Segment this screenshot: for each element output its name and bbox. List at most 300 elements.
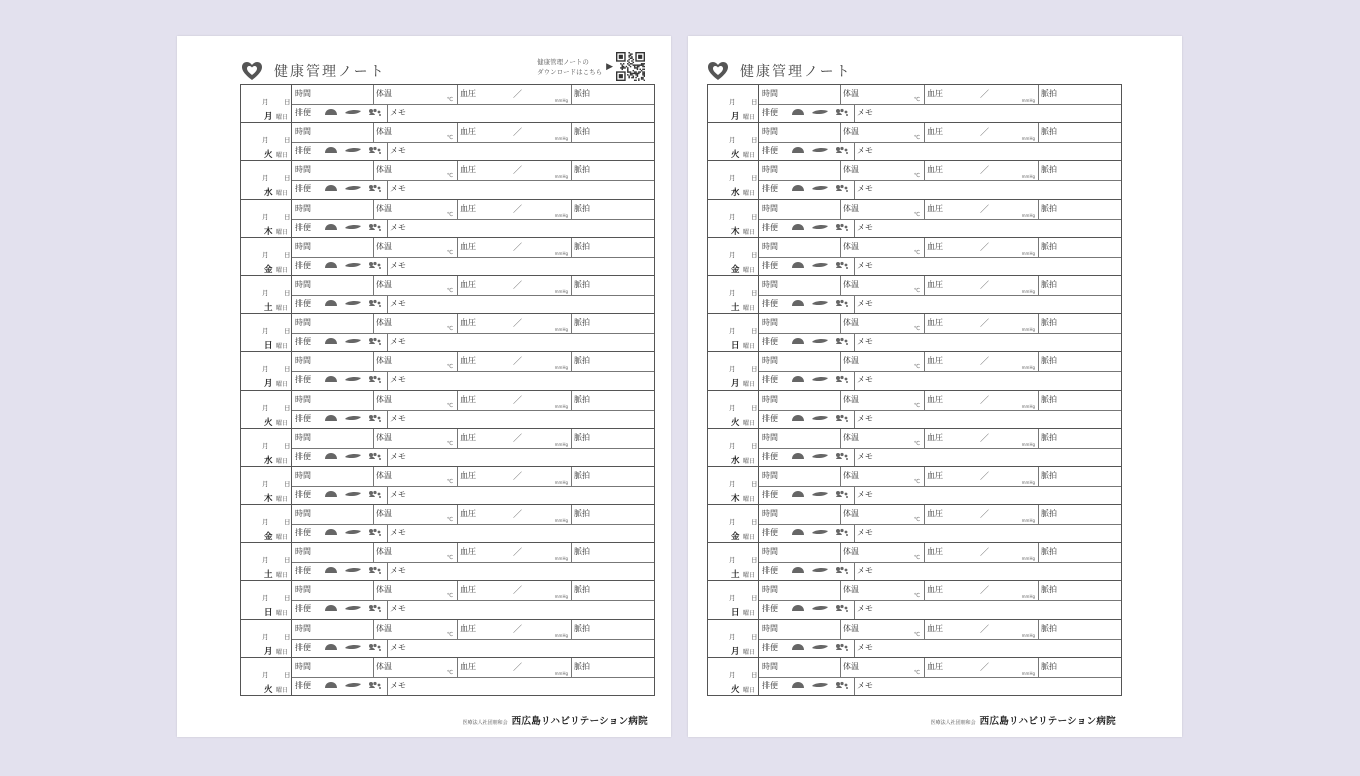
stool-soft-icon[interactable] <box>835 337 849 345</box>
time-field[interactable] <box>292 429 373 448</box>
memo-field[interactable] <box>387 180 654 198</box>
stool-soft-icon[interactable] <box>835 299 849 307</box>
stool-soft-icon[interactable] <box>835 414 849 422</box>
stool-soft-icon[interactable] <box>368 452 382 460</box>
pulse-field[interactable] <box>1038 161 1121 180</box>
blood-pressure-field[interactable] <box>924 429 1038 448</box>
stool-field[interactable] <box>292 600 387 618</box>
pulse-field[interactable] <box>571 200 654 219</box>
time-field[interactable] <box>759 85 840 104</box>
memo-field[interactable] <box>387 295 654 313</box>
time-field[interactable] <box>292 467 373 486</box>
temperature-field[interactable] <box>373 429 457 448</box>
time-field[interactable] <box>759 314 840 333</box>
blood-pressure-field[interactable] <box>457 391 571 410</box>
stool-soft-icon[interactable] <box>368 261 382 269</box>
stool-soft-icon[interactable] <box>368 604 382 612</box>
date-cell[interactable] <box>241 429 292 466</box>
pulse-field[interactable] <box>1038 314 1121 333</box>
stool-field[interactable] <box>759 677 854 695</box>
temperature-field[interactable] <box>373 238 457 257</box>
stool-normal-icon[interactable] <box>811 604 829 612</box>
pulse-field[interactable] <box>571 238 654 257</box>
stool-field[interactable] <box>759 180 854 198</box>
stool-soft-icon[interactable] <box>835 146 849 154</box>
stool-normal-icon[interactable] <box>811 146 829 154</box>
memo-field[interactable] <box>854 486 1121 504</box>
stool-soft-icon[interactable] <box>835 375 849 383</box>
date-cell[interactable] <box>241 314 292 351</box>
time-field[interactable] <box>292 123 373 142</box>
stool-hard-icon[interactable] <box>324 452 338 460</box>
memo-field[interactable] <box>854 410 1121 428</box>
date-cell[interactable] <box>241 658 292 695</box>
blood-pressure-field[interactable] <box>924 391 1038 410</box>
temperature-field[interactable] <box>840 200 924 219</box>
pulse-field[interactable] <box>1038 543 1121 562</box>
date-cell[interactable] <box>241 543 292 580</box>
stool-hard-icon[interactable] <box>791 681 805 689</box>
temperature-field[interactable] <box>373 391 457 410</box>
stool-hard-icon[interactable] <box>791 337 805 345</box>
stool-field[interactable] <box>292 562 387 580</box>
memo-field[interactable] <box>387 410 654 428</box>
date-cell[interactable] <box>241 200 292 237</box>
pulse-field[interactable] <box>571 505 654 524</box>
date-cell[interactable] <box>708 276 759 313</box>
blood-pressure-field[interactable] <box>457 238 571 257</box>
time-field[interactable] <box>292 161 373 180</box>
time-field[interactable] <box>292 581 373 600</box>
stool-normal-icon[interactable] <box>811 337 829 345</box>
time-field[interactable] <box>759 238 840 257</box>
stool-hard-icon[interactable] <box>791 528 805 536</box>
memo-field[interactable] <box>387 600 654 618</box>
memo-field[interactable] <box>854 562 1121 580</box>
memo-field[interactable] <box>387 219 654 237</box>
temperature-field[interactable] <box>840 581 924 600</box>
blood-pressure-field[interactable] <box>457 543 571 562</box>
time-field[interactable] <box>292 238 373 257</box>
stool-soft-icon[interactable] <box>835 681 849 689</box>
time-field[interactable] <box>292 620 373 639</box>
memo-field[interactable] <box>854 142 1121 160</box>
blood-pressure-field[interactable] <box>457 314 571 333</box>
memo-field[interactable] <box>854 219 1121 237</box>
stool-soft-icon[interactable] <box>835 643 849 651</box>
stool-normal-icon[interactable] <box>344 261 362 269</box>
temperature-field[interactable] <box>373 85 457 104</box>
temperature-field[interactable] <box>373 276 457 295</box>
temperature-field[interactable] <box>840 658 924 677</box>
stool-field[interactable] <box>759 333 854 351</box>
pulse-field[interactable] <box>571 352 654 371</box>
time-field[interactable] <box>292 391 373 410</box>
stool-field[interactable] <box>292 677 387 695</box>
memo-field[interactable] <box>387 677 654 695</box>
stool-hard-icon[interactable] <box>791 184 805 192</box>
pulse-field[interactable] <box>1038 505 1121 524</box>
stool-hard-icon[interactable] <box>791 375 805 383</box>
pulse-field[interactable] <box>1038 581 1121 600</box>
memo-field[interactable] <box>387 333 654 351</box>
memo-field[interactable] <box>854 333 1121 351</box>
blood-pressure-field[interactable] <box>457 276 571 295</box>
blood-pressure-field[interactable] <box>924 200 1038 219</box>
temperature-field[interactable] <box>840 123 924 142</box>
temperature-field[interactable] <box>840 352 924 371</box>
stool-field[interactable] <box>759 371 854 389</box>
stool-normal-icon[interactable] <box>811 528 829 536</box>
blood-pressure-field[interactable] <box>924 543 1038 562</box>
stool-field[interactable] <box>759 639 854 657</box>
pulse-field[interactable] <box>1038 85 1121 104</box>
pulse-field[interactable] <box>1038 238 1121 257</box>
stool-soft-icon[interactable] <box>368 566 382 574</box>
time-field[interactable] <box>759 658 840 677</box>
date-cell[interactable] <box>241 238 292 275</box>
temperature-field[interactable] <box>840 429 924 448</box>
stool-field[interactable] <box>292 524 387 542</box>
temperature-field[interactable] <box>840 314 924 333</box>
stool-field[interactable] <box>759 257 854 275</box>
pulse-field[interactable] <box>571 276 654 295</box>
stool-soft-icon[interactable] <box>368 414 382 422</box>
temperature-field[interactable] <box>840 276 924 295</box>
qr-download[interactable] <box>537 52 645 81</box>
stool-field[interactable] <box>292 257 387 275</box>
temperature-field[interactable] <box>373 658 457 677</box>
stool-hard-icon[interactable] <box>324 299 338 307</box>
stool-normal-icon[interactable] <box>811 414 829 422</box>
stool-field[interactable] <box>292 486 387 504</box>
stool-normal-icon[interactable] <box>811 681 829 689</box>
pulse-field[interactable] <box>1038 391 1121 410</box>
stool-hard-icon[interactable] <box>791 643 805 651</box>
stool-field[interactable] <box>292 448 387 466</box>
stool-soft-icon[interactable] <box>368 681 382 689</box>
pulse-field[interactable] <box>571 620 654 639</box>
stool-hard-icon[interactable] <box>324 223 338 231</box>
stool-normal-icon[interactable] <box>344 299 362 307</box>
stool-field[interactable] <box>292 142 387 160</box>
stool-normal-icon[interactable] <box>344 108 362 116</box>
pulse-field[interactable] <box>1038 467 1121 486</box>
blood-pressure-field[interactable] <box>457 658 571 677</box>
temperature-field[interactable] <box>373 505 457 524</box>
pulse-field[interactable] <box>571 123 654 142</box>
stool-hard-icon[interactable] <box>791 146 805 154</box>
time-field[interactable] <box>759 581 840 600</box>
date-cell[interactable] <box>241 391 292 428</box>
stool-normal-icon[interactable] <box>344 337 362 345</box>
temperature-field[interactable] <box>373 620 457 639</box>
stool-field[interactable] <box>759 104 854 122</box>
stool-normal-icon[interactable] <box>811 108 829 116</box>
stool-soft-icon[interactable] <box>368 375 382 383</box>
stool-normal-icon[interactable] <box>344 452 362 460</box>
time-field[interactable] <box>759 391 840 410</box>
stool-normal-icon[interactable] <box>811 375 829 383</box>
stool-normal-icon[interactable] <box>811 566 829 574</box>
date-cell[interactable] <box>241 85 292 122</box>
stool-soft-icon[interactable] <box>368 528 382 536</box>
stool-normal-icon[interactable] <box>344 604 362 612</box>
date-cell[interactable] <box>708 543 759 580</box>
stool-soft-icon[interactable] <box>368 146 382 154</box>
temperature-field[interactable] <box>373 543 457 562</box>
stool-hard-icon[interactable] <box>324 184 338 192</box>
stool-hard-icon[interactable] <box>791 299 805 307</box>
blood-pressure-field[interactable] <box>457 123 571 142</box>
date-cell[interactable] <box>241 123 292 160</box>
blood-pressure-field[interactable] <box>457 200 571 219</box>
pulse-field[interactable] <box>1038 200 1121 219</box>
stool-normal-icon[interactable] <box>811 261 829 269</box>
temperature-field[interactable] <box>840 85 924 104</box>
memo-field[interactable] <box>387 639 654 657</box>
memo-field[interactable] <box>854 371 1121 389</box>
date-cell[interactable] <box>708 123 759 160</box>
blood-pressure-field[interactable] <box>457 467 571 486</box>
stool-field[interactable] <box>759 448 854 466</box>
memo-field[interactable] <box>854 257 1121 275</box>
memo-field[interactable] <box>387 486 654 504</box>
time-field[interactable] <box>292 543 373 562</box>
stool-soft-icon[interactable] <box>835 184 849 192</box>
stool-field[interactable] <box>759 295 854 313</box>
stool-hard-icon[interactable] <box>791 604 805 612</box>
stool-field[interactable] <box>292 371 387 389</box>
stool-soft-icon[interactable] <box>835 566 849 574</box>
blood-pressure-field[interactable] <box>924 505 1038 524</box>
stool-normal-icon[interactable] <box>811 490 829 498</box>
pulse-field[interactable] <box>571 429 654 448</box>
stool-field[interactable] <box>292 410 387 428</box>
stool-field[interactable] <box>292 639 387 657</box>
blood-pressure-field[interactable] <box>924 123 1038 142</box>
blood-pressure-field[interactable] <box>924 85 1038 104</box>
stool-normal-icon[interactable] <box>344 375 362 383</box>
stool-normal-icon[interactable] <box>344 490 362 498</box>
stool-hard-icon[interactable] <box>791 490 805 498</box>
time-field[interactable] <box>759 543 840 562</box>
blood-pressure-field[interactable] <box>457 161 571 180</box>
date-cell[interactable] <box>708 391 759 428</box>
stool-field[interactable] <box>759 486 854 504</box>
temperature-field[interactable] <box>840 238 924 257</box>
time-field[interactable] <box>292 200 373 219</box>
stool-soft-icon[interactable] <box>835 452 849 460</box>
date-cell[interactable] <box>241 352 292 389</box>
stool-soft-icon[interactable] <box>368 490 382 498</box>
stool-soft-icon[interactable] <box>368 108 382 116</box>
pulse-field[interactable] <box>571 581 654 600</box>
temperature-field[interactable] <box>373 123 457 142</box>
temperature-field[interactable] <box>373 581 457 600</box>
date-cell[interactable] <box>708 429 759 466</box>
memo-field[interactable] <box>387 142 654 160</box>
memo-field[interactable] <box>854 600 1121 618</box>
time-field[interactable] <box>759 200 840 219</box>
date-cell[interactable] <box>708 238 759 275</box>
stool-normal-icon[interactable] <box>344 566 362 574</box>
date-cell[interactable] <box>708 314 759 351</box>
date-cell[interactable] <box>241 467 292 504</box>
stool-normal-icon[interactable] <box>344 681 362 689</box>
temperature-field[interactable] <box>373 314 457 333</box>
stool-soft-icon[interactable] <box>368 223 382 231</box>
memo-field[interactable] <box>854 524 1121 542</box>
stool-field[interactable] <box>759 600 854 618</box>
memo-field[interactable] <box>387 448 654 466</box>
temperature-field[interactable] <box>373 352 457 371</box>
time-field[interactable] <box>759 467 840 486</box>
temperature-field[interactable] <box>840 391 924 410</box>
stool-hard-icon[interactable] <box>324 528 338 536</box>
stool-field[interactable] <box>759 142 854 160</box>
stool-soft-icon[interactable] <box>368 337 382 345</box>
stool-normal-icon[interactable] <box>344 528 362 536</box>
blood-pressure-field[interactable] <box>924 581 1038 600</box>
memo-field[interactable] <box>854 104 1121 122</box>
date-cell[interactable] <box>241 505 292 542</box>
pulse-field[interactable] <box>571 543 654 562</box>
pulse-field[interactable] <box>571 658 654 677</box>
stool-normal-icon[interactable] <box>811 452 829 460</box>
stool-hard-icon[interactable] <box>324 261 338 269</box>
blood-pressure-field[interactable] <box>457 620 571 639</box>
stool-hard-icon[interactable] <box>324 604 338 612</box>
blood-pressure-field[interactable] <box>924 352 1038 371</box>
stool-normal-icon[interactable] <box>344 146 362 154</box>
temperature-field[interactable] <box>373 467 457 486</box>
time-field[interactable] <box>759 123 840 142</box>
stool-field[interactable] <box>759 219 854 237</box>
date-cell[interactable] <box>708 161 759 198</box>
stool-hard-icon[interactable] <box>324 490 338 498</box>
pulse-field[interactable] <box>1038 658 1121 677</box>
temperature-field[interactable] <box>840 161 924 180</box>
stool-soft-icon[interactable] <box>368 184 382 192</box>
pulse-field[interactable] <box>1038 429 1121 448</box>
stool-field[interactable] <box>759 410 854 428</box>
memo-field[interactable] <box>854 448 1121 466</box>
pulse-field[interactable] <box>571 314 654 333</box>
blood-pressure-field[interactable] <box>924 276 1038 295</box>
stool-field[interactable] <box>292 295 387 313</box>
stool-soft-icon[interactable] <box>835 261 849 269</box>
blood-pressure-field[interactable] <box>924 238 1038 257</box>
pulse-field[interactable] <box>1038 276 1121 295</box>
temperature-field[interactable] <box>840 505 924 524</box>
time-field[interactable] <box>759 276 840 295</box>
time-field[interactable] <box>292 658 373 677</box>
stool-soft-icon[interactable] <box>835 528 849 536</box>
stool-soft-icon[interactable] <box>835 223 849 231</box>
stool-normal-icon[interactable] <box>344 184 362 192</box>
time-field[interactable] <box>759 620 840 639</box>
time-field[interactable] <box>759 429 840 448</box>
stool-normal-icon[interactable] <box>811 184 829 192</box>
memo-field[interactable] <box>854 677 1121 695</box>
temperature-field[interactable] <box>840 620 924 639</box>
pulse-field[interactable] <box>571 467 654 486</box>
memo-field[interactable] <box>854 180 1121 198</box>
stool-field[interactable] <box>292 333 387 351</box>
stool-hard-icon[interactable] <box>324 681 338 689</box>
blood-pressure-field[interactable] <box>457 581 571 600</box>
temperature-field[interactable] <box>373 200 457 219</box>
stool-hard-icon[interactable] <box>791 566 805 574</box>
blood-pressure-field[interactable] <box>457 429 571 448</box>
date-cell[interactable] <box>241 276 292 313</box>
date-cell[interactable] <box>708 200 759 237</box>
stool-soft-icon[interactable] <box>835 604 849 612</box>
date-cell[interactable] <box>708 658 759 695</box>
stool-soft-icon[interactable] <box>835 490 849 498</box>
time-field[interactable] <box>759 505 840 524</box>
blood-pressure-field[interactable] <box>457 85 571 104</box>
date-cell[interactable] <box>241 620 292 657</box>
stool-hard-icon[interactable] <box>324 108 338 116</box>
stool-field[interactable] <box>759 562 854 580</box>
stool-soft-icon[interactable] <box>835 108 849 116</box>
time-field[interactable] <box>292 505 373 524</box>
pulse-field[interactable] <box>571 161 654 180</box>
pulse-field[interactable] <box>1038 352 1121 371</box>
time-field[interactable] <box>292 85 373 104</box>
stool-hard-icon[interactable] <box>324 146 338 154</box>
memo-field[interactable] <box>854 639 1121 657</box>
qr-code-icon[interactable] <box>616 52 645 81</box>
memo-field[interactable] <box>387 562 654 580</box>
pulse-field[interactable] <box>571 391 654 410</box>
pulse-field[interactable] <box>1038 620 1121 639</box>
stool-field[interactable] <box>759 524 854 542</box>
pulse-field[interactable] <box>571 85 654 104</box>
stool-hard-icon[interactable] <box>324 414 338 422</box>
stool-field[interactable] <box>292 219 387 237</box>
blood-pressure-field[interactable] <box>924 161 1038 180</box>
stool-hard-icon[interactable] <box>791 261 805 269</box>
temperature-field[interactable] <box>840 467 924 486</box>
memo-field[interactable] <box>387 371 654 389</box>
time-field[interactable] <box>292 276 373 295</box>
stool-hard-icon[interactable] <box>791 452 805 460</box>
stool-normal-icon[interactable] <box>344 414 362 422</box>
blood-pressure-field[interactable] <box>457 505 571 524</box>
stool-hard-icon[interactable] <box>324 375 338 383</box>
stool-normal-icon[interactable] <box>811 223 829 231</box>
date-cell[interactable] <box>708 352 759 389</box>
date-cell[interactable] <box>241 581 292 618</box>
blood-pressure-field[interactable] <box>924 620 1038 639</box>
temperature-field[interactable] <box>840 543 924 562</box>
date-cell[interactable] <box>708 581 759 618</box>
stool-hard-icon[interactable] <box>324 566 338 574</box>
stool-field[interactable] <box>292 104 387 122</box>
stool-hard-icon[interactable] <box>324 337 338 345</box>
blood-pressure-field[interactable] <box>924 658 1038 677</box>
memo-field[interactable] <box>387 257 654 275</box>
time-field[interactable] <box>759 161 840 180</box>
pulse-field[interactable] <box>1038 123 1121 142</box>
date-cell[interactable] <box>241 161 292 198</box>
stool-soft-icon[interactable] <box>368 299 382 307</box>
date-cell[interactable] <box>708 467 759 504</box>
time-field[interactable] <box>292 352 373 371</box>
